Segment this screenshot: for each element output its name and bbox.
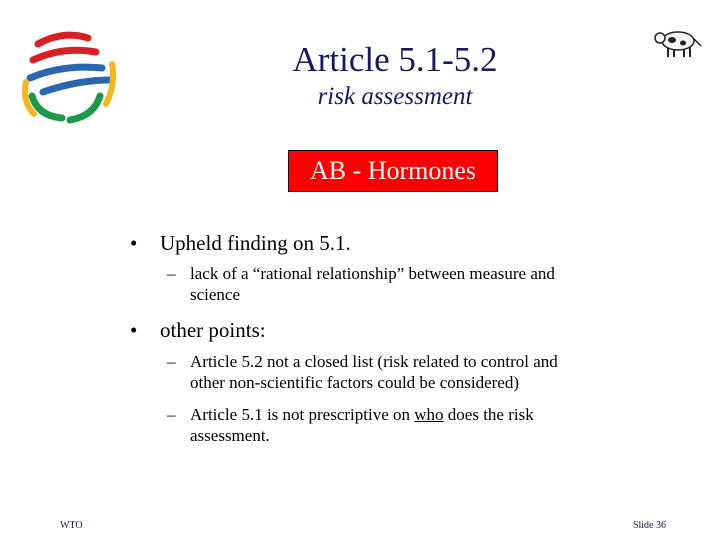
- line: Article 5.2 not a closed list (risk related to control and: [190, 352, 558, 371]
- bullet-marker: •: [130, 318, 138, 342]
- dash-marker: –: [167, 405, 176, 424]
- bullet-text-upheld: Upheld finding on 5.1.: [160, 231, 351, 255]
- dash-marker: –: [167, 264, 176, 283]
- slide-title: Article 5.1-5.2: [292, 40, 498, 79]
- cow-icon: [650, 24, 706, 60]
- footer-left: WTO: [60, 520, 83, 531]
- bullet-marker: •: [130, 231, 138, 255]
- slide-subtitle: risk assessment: [317, 83, 473, 110]
- dash-marker: –: [167, 352, 176, 371]
- line: [190, 404, 640, 425]
- text-segment: Article 5.1 is not prescriptive on: [190, 405, 415, 424]
- subitem-rational-relationship: [190, 263, 640, 305]
- subitem-closed-list: [190, 351, 640, 393]
- line: science: [190, 285, 241, 304]
- line: assessment.: [190, 426, 270, 445]
- case-label-box: AB - Hormones: [288, 150, 498, 192]
- text-segment: does the risk: [443, 405, 534, 424]
- underlined-who: who: [414, 405, 444, 424]
- wto-logo: [18, 22, 118, 132]
- line: lack of a “rational relationship” between measure and: [190, 264, 555, 283]
- footer-slide-number: Slide 36: [632, 520, 666, 531]
- bullet-text-other-points: other points:: [160, 318, 266, 342]
- subitem-prescriptive: [190, 404, 640, 446]
- line: other non-scientific factors could be considered): [190, 373, 520, 392]
